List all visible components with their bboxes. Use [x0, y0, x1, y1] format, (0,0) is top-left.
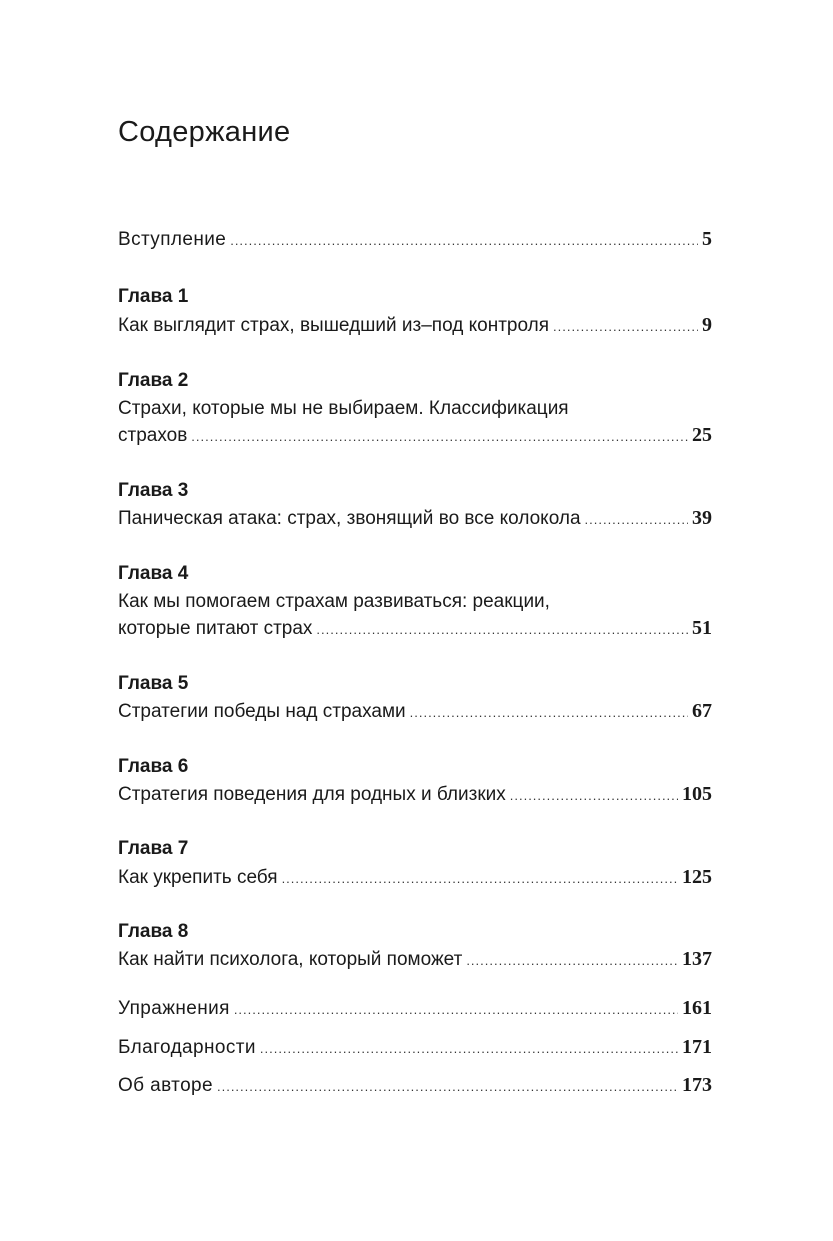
toc-entry-label: Вступление	[118, 229, 227, 250]
dot-leader	[282, 871, 678, 886]
toc-entry-ch7[interactable]	[118, 866, 712, 896]
page-number: 25	[692, 424, 712, 446]
dot-leader	[553, 319, 698, 334]
dot-leader	[260, 1041, 678, 1056]
chapter-heading: Глава 3	[118, 480, 189, 501]
dot-leader	[510, 788, 678, 803]
toc-entry-label-line: Страхи, которые мы не выбираем. Классификация	[118, 398, 569, 419]
toc-entry-label: Паническая атака: страх, звонящий во все колокола	[118, 508, 581, 529]
toc-entry-label: Об авторе	[118, 1075, 213, 1096]
dot-leader	[585, 512, 688, 527]
page-number: 125	[682, 866, 712, 888]
chapter-heading: Глава 5	[118, 673, 189, 694]
toc-entry-intro[interactable]	[118, 228, 712, 258]
toc-entry-ch6[interactable]	[118, 783, 712, 813]
toc-entry-label: Благодарности	[118, 1037, 256, 1058]
toc-entry-author[interactable]	[118, 1074, 712, 1104]
toc-entry-thanks[interactable]	[118, 1036, 712, 1066]
dot-leader	[410, 705, 688, 720]
toc-entry-label-line: Как мы помогаем страхам развиваться: реакции,	[118, 591, 550, 612]
toc-entry-ch3[interactable]	[118, 507, 712, 537]
dot-leader	[234, 1002, 678, 1017]
dot-leader	[191, 429, 688, 444]
page-number: 39	[692, 507, 712, 529]
page-number: 105	[682, 783, 712, 805]
chapter-heading: Глава 2	[118, 370, 189, 391]
dot-leader	[316, 622, 688, 637]
page-number: 173	[682, 1074, 712, 1096]
chapter-heading: Глава 4	[118, 563, 189, 584]
toc-entry-label: Как выглядит страх, вышедший из–под контроля	[118, 315, 549, 336]
page-number: 161	[682, 997, 712, 1019]
toc-entry-label: Стратегия поведения для родных и близких	[118, 784, 506, 805]
toc-entry-label: Как найти психолога, который поможет	[118, 949, 463, 970]
toc-entry-label: Как укрепить себя	[118, 867, 278, 888]
page-number: 9	[702, 314, 712, 336]
page-number: 51	[692, 617, 712, 639]
page-number: 67	[692, 700, 712, 722]
dot-leader	[230, 233, 698, 248]
toc-entry-ch8[interactable]	[118, 948, 712, 978]
toc-entry-ch4[interactable]	[118, 617, 712, 647]
toc-entry-ch2[interactable]	[118, 424, 712, 454]
toc-entry-label: страхов	[118, 425, 188, 446]
chapter-heading: Глава 1	[118, 286, 189, 307]
chapter-heading: Глава 6	[118, 756, 189, 777]
chapter-heading: Глава 8	[118, 921, 189, 942]
toc-entry-label: которые питают страх	[118, 618, 313, 639]
toc-entry-label: Стратегии победы над страхами	[118, 701, 406, 722]
dot-leader	[217, 1079, 678, 1094]
page-title: Содержание	[118, 116, 291, 148]
page-number: 171	[682, 1036, 712, 1058]
toc-entry-exercises[interactable]	[118, 997, 712, 1027]
page-number: 137	[682, 948, 712, 970]
page-number: 5	[702, 228, 712, 250]
toc-entry-label: Упражнения	[118, 998, 230, 1019]
dot-leader	[466, 953, 678, 968]
chapter-heading: Глава 7	[118, 838, 189, 859]
toc-entry-ch1[interactable]	[118, 314, 712, 344]
toc-entry-ch5[interactable]	[118, 700, 712, 730]
